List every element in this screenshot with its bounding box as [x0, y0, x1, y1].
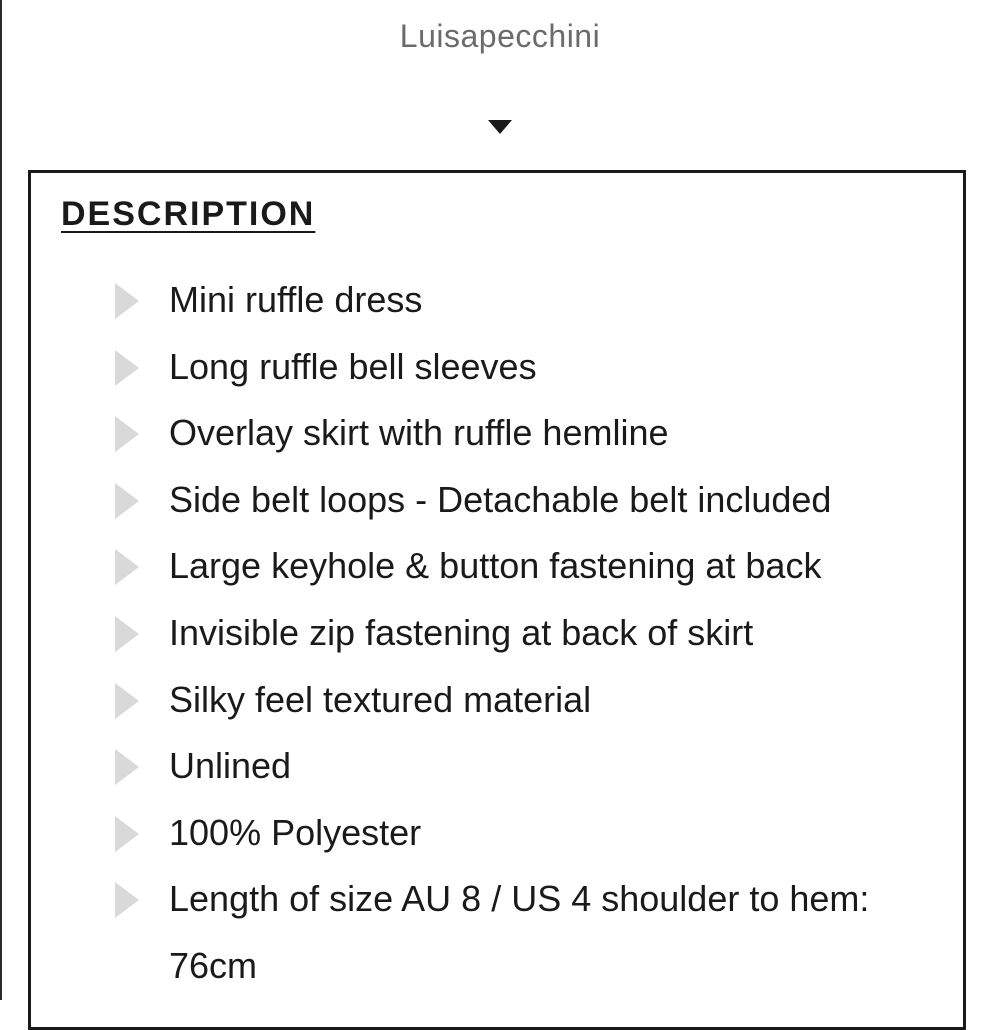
list-item: [31, 800, 963, 867]
list-item: [31, 866, 963, 999]
list-item: [31, 733, 963, 800]
list-item-text: Invisible zip fastening at back of skirt: [169, 611, 754, 653]
triangle-right-icon: [115, 616, 139, 652]
list-item-text: Long ruffle bell sleeves: [169, 345, 537, 387]
triangle-right-icon: [115, 882, 139, 918]
list-item-text: Mini ruffle dress: [169, 279, 423, 320]
triangle-right-icon: [115, 683, 139, 719]
triangle-right-icon: [115, 416, 139, 452]
list-item-text: Unlined: [169, 745, 292, 787]
list-item-text: Overlay skirt with ruffle hemline: [169, 412, 669, 454]
list-item: [31, 667, 963, 734]
description-panel: [28, 170, 966, 1030]
list-item-text: Large keyhole & button fastening at back: [169, 545, 822, 587]
list-item: [31, 467, 963, 534]
triangle-right-icon: [115, 283, 139, 319]
triangle-right-icon: [115, 483, 139, 519]
list-item-text: Side belt loops - Detachable belt included: [169, 478, 832, 520]
triangle-right-icon: [115, 549, 139, 585]
triangle-right-icon: [115, 816, 139, 852]
list-item-text: Length of size AU 8 / US 4 shoulder to hem: 76cm: [169, 878, 870, 986]
caret-down-icon[interactable]: [488, 120, 512, 134]
list-item: [31, 334, 963, 401]
list-item-text: 100% Polyester: [169, 811, 422, 853]
triangle-right-icon: [115, 749, 139, 785]
left-border-line: [0, 0, 2, 1000]
brand-name: Luisapecchini: [399, 18, 601, 54]
description-title: DESCRIPTION: [61, 195, 316, 233]
list-item: [31, 400, 963, 467]
list-item: [31, 533, 963, 600]
triangle-right-icon: [115, 350, 139, 386]
list-item-text: Silky feel textured material: [169, 678, 592, 720]
list-item: [31, 267, 963, 334]
list-item: [31, 600, 963, 667]
description-list: [31, 267, 963, 1000]
